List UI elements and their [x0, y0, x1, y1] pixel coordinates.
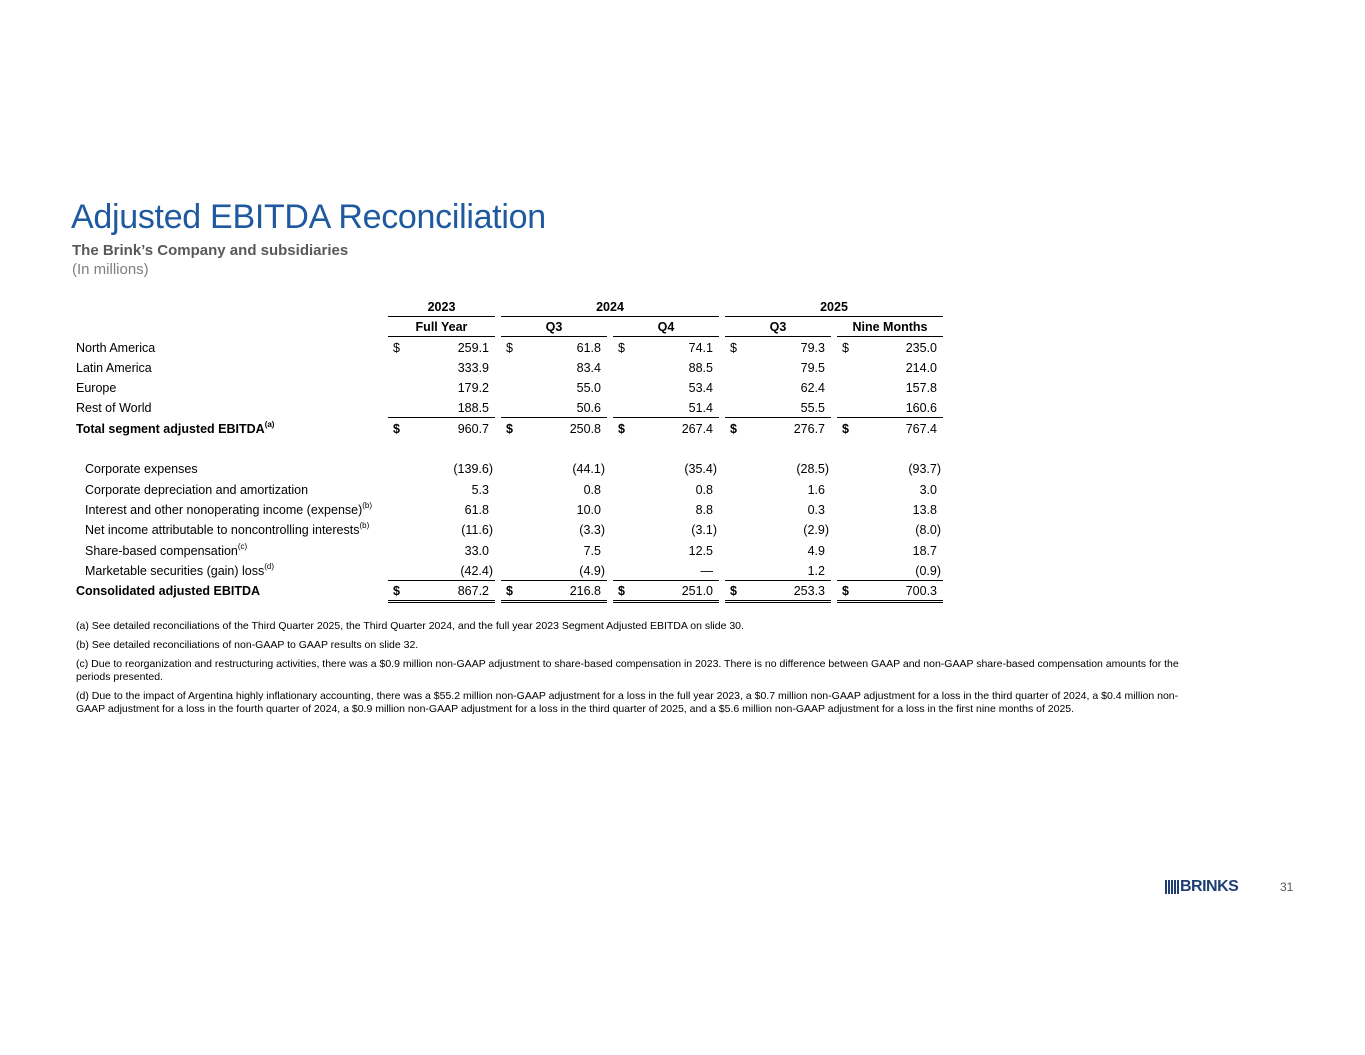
ebitda-table: [71, 297, 943, 601]
column-header-row: [71, 317, 943, 337]
footnote-marker: (c): [237, 541, 248, 551]
value-cell: (3.3): [579, 523, 605, 538]
row-label-text: Rest of World: [76, 401, 152, 416]
value-cell: (28.5): [796, 462, 829, 477]
value-cell: 51.4: [688, 401, 713, 416]
value-cell: 235.0: [905, 340, 937, 355]
table-row: [71, 581, 943, 601]
row-label: [85, 462, 198, 476]
currency-symbol: $: [393, 584, 400, 599]
table-row: [71, 459, 943, 479]
rule-line: [388, 602, 495, 603]
value-cell: 83.4: [576, 360, 601, 375]
value-cell: 50.6: [576, 401, 601, 416]
brinks-logo: [1165, 877, 1238, 897]
currency-symbol: $: [842, 584, 849, 599]
value-cell: 267.4: [681, 421, 713, 436]
rule-line: [501, 600, 607, 601]
table-row: [71, 358, 943, 378]
year-header: 2024: [596, 300, 624, 314]
value-cell: 867.2: [457, 584, 489, 599]
row-label-text: Marketable securities (gain) loss: [85, 563, 265, 578]
value-cell: (2.9): [803, 523, 829, 538]
currency-symbol: $: [842, 421, 849, 436]
row-label: [85, 483, 308, 497]
units-label: (In millions): [72, 261, 149, 278]
value-cell: 767.4: [905, 421, 937, 436]
value-cell: 251.0: [681, 584, 713, 599]
table-row: [71, 398, 943, 418]
row-label: [76, 584, 260, 598]
table-row: [71, 541, 943, 561]
currency-symbol: $: [618, 421, 625, 436]
logo-wordmark: BRINKS: [1180, 878, 1239, 895]
value-cell: 250.8: [569, 421, 601, 436]
value-cell: 0.8: [583, 482, 601, 497]
year-header: 2025: [820, 300, 848, 314]
value-cell: (44.1): [572, 462, 605, 477]
value-cell: 12.5: [688, 543, 713, 558]
row-label-text: Corporate depreciation and amortization: [85, 482, 309, 497]
value-cell: 79.3: [800, 340, 825, 355]
rule-line: [613, 600, 719, 601]
value-cell: 5.3: [471, 482, 489, 497]
value-cell: 157.8: [905, 381, 937, 396]
row-label-text: Total segment adjusted EBITDA: [76, 421, 265, 436]
value-cell: (93.7): [908, 462, 941, 477]
table-row: [71, 520, 943, 540]
value-cell: (11.6): [461, 523, 493, 538]
value-cell: (3.1): [691, 523, 717, 538]
value-cell: 53.4: [688, 381, 713, 396]
currency-symbol: $: [730, 584, 737, 599]
footnote: (c) Due to reorganization and restructuring activities, there was a $0.9 million non-GAAP adjustment to share-based compensation in 2023. There is no difference between GAAP and non-GAAP share-based compensation amounts for the periods presented.: [72, 656, 1200, 686]
row-label: [85, 541, 248, 558]
row-label-text: Corporate expenses: [85, 462, 198, 477]
value-cell: 61.8: [464, 502, 489, 517]
column-header: Q3: [769, 320, 787, 335]
value-cell: 333.9: [457, 360, 489, 375]
value-cell: 253.3: [793, 584, 825, 599]
row-label-text: Net income attributable to noncontrolling interests: [85, 523, 360, 538]
value-cell: 1.6: [807, 482, 825, 497]
value-cell: (0.9): [915, 563, 941, 578]
page-subtitle: The Brink’s Company and subsidiaries: [72, 242, 349, 259]
currency-symbol: $: [506, 584, 513, 599]
currency-symbol: $: [506, 340, 513, 355]
currency-symbol: $: [393, 421, 400, 436]
footnote-marker: (d): [264, 561, 275, 571]
value-cell: 216.8: [569, 584, 601, 599]
value-cell: 55.5: [800, 401, 825, 416]
currency-symbol: $: [506, 421, 513, 436]
value-cell: (4.9): [579, 563, 605, 578]
value-cell: 3.0: [919, 482, 937, 497]
value-cell: 0.8: [695, 482, 713, 497]
value-cell: 4.9: [807, 543, 825, 558]
table-row: [71, 500, 943, 520]
footnote: (d) Due to the impact of Argentina highly inflationary accounting, there was a $55.2 million non-GAAP adjustment for a loss in the full year 2023, a $0.7 million non-GAAP adjustment for a loss in the third quarter of 2024, a $0.4 million non-GAAP adjustment for a loss in the fourth quarter of 2024, a $0.9 million non-GAAP adjustment for a loss in the third quarter of 2025, and a $5.6 million non-GAAP adjustment for a loss in the first nine months of 2025.: [72, 688, 1200, 718]
row-label-text: Interest and other nonoperating income (expense): [85, 502, 363, 517]
table-row: [71, 378, 943, 398]
footnote-marker: (b): [359, 521, 370, 531]
value-cell: 79.5: [800, 360, 825, 375]
value-cell: 960.7: [457, 421, 489, 436]
row-label: [76, 341, 155, 355]
value-cell: 74.1: [688, 340, 713, 355]
rule-line: [725, 600, 831, 601]
rule-line: [613, 602, 719, 603]
currency-symbol: $: [842, 340, 849, 355]
row-label: [76, 361, 152, 375]
value-cell: 188.5: [457, 401, 489, 416]
value-cell: 276.7: [793, 421, 825, 436]
column-header: Nine Months: [852, 320, 928, 335]
row-label: [76, 419, 275, 436]
row-label: [76, 401, 152, 415]
value-cell: 179.2: [457, 381, 489, 396]
column-header: Q4: [657, 320, 675, 335]
row-label-text: Latin America: [76, 360, 152, 375]
currency-symbol: $: [618, 584, 625, 599]
value-cell: —: [700, 563, 713, 578]
currency-symbol: $: [618, 340, 625, 355]
value-cell: (8.0): [915, 523, 941, 538]
footnote: (a) See detailed reconciliations of the Third Quarter 2025, the Third Quarter 2024, and the full year 2023 Segment Adjusted EBITDA on slide 30.: [72, 618, 1200, 635]
row-label-text: Share-based compensation: [85, 543, 238, 558]
value-cell: 62.4: [800, 381, 825, 396]
page-title: Adjusted EBITDA Reconciliation: [71, 198, 546, 236]
value-cell: (42.4): [460, 563, 493, 578]
value-cell: 0.3: [807, 502, 825, 517]
value-cell: 10.0: [576, 502, 601, 517]
value-cell: (139.6): [453, 462, 493, 477]
value-cell: 259.1: [457, 340, 489, 355]
value-cell: (35.4): [684, 462, 717, 477]
row-label: [85, 561, 275, 578]
row-label: [76, 381, 116, 395]
brinks-bars-icon: [1165, 880, 1179, 894]
year-header: 2023: [427, 300, 456, 314]
footnote-marker: (a): [264, 419, 275, 429]
footnotes: [72, 618, 1200, 720]
value-cell: 61.8: [576, 340, 601, 355]
value-cell: 33.0: [464, 543, 489, 558]
value-cell: 55.0: [576, 381, 601, 396]
row-label-text: North America: [76, 340, 156, 355]
table-row: [71, 561, 943, 581]
currency-symbol: $: [730, 340, 737, 355]
currency-symbol: $: [730, 421, 737, 436]
rule-line: [501, 602, 607, 603]
column-header: Q3: [545, 320, 563, 335]
row-label: [85, 523, 369, 537]
value-cell: 160.6: [905, 401, 937, 416]
page-number: 31: [1280, 880, 1294, 894]
rule-line: [725, 602, 831, 603]
currency-symbol: $: [393, 340, 400, 355]
row-label-text: Consolidated adjusted EBITDA: [76, 584, 261, 599]
year-header-row: [71, 297, 943, 317]
footnote: (b) See detailed reconciliations of non-GAAP to GAAP results on slide 32.: [72, 637, 1200, 654]
rule-line: [837, 600, 943, 601]
value-cell: 214.0: [905, 360, 937, 375]
table-row: [71, 419, 943, 439]
footnote-marker: (b): [362, 500, 373, 510]
value-cell: 700.3: [905, 584, 937, 599]
rule-line: [837, 602, 943, 603]
spacer-row: [71, 439, 943, 459]
table-row: [71, 480, 943, 500]
value-cell: 88.5: [688, 360, 713, 375]
value-cell: 7.5: [583, 543, 601, 558]
rule-line: [388, 600, 495, 601]
table-row: [71, 338, 943, 358]
row-label: [85, 500, 373, 517]
value-cell: 13.8: [912, 502, 937, 517]
column-header: Full Year: [415, 320, 468, 335]
value-cell: 8.8: [695, 502, 713, 517]
row-label-text: Europe: [76, 381, 117, 396]
value-cell: 1.2: [807, 563, 825, 578]
value-cell: 18.7: [912, 543, 937, 558]
